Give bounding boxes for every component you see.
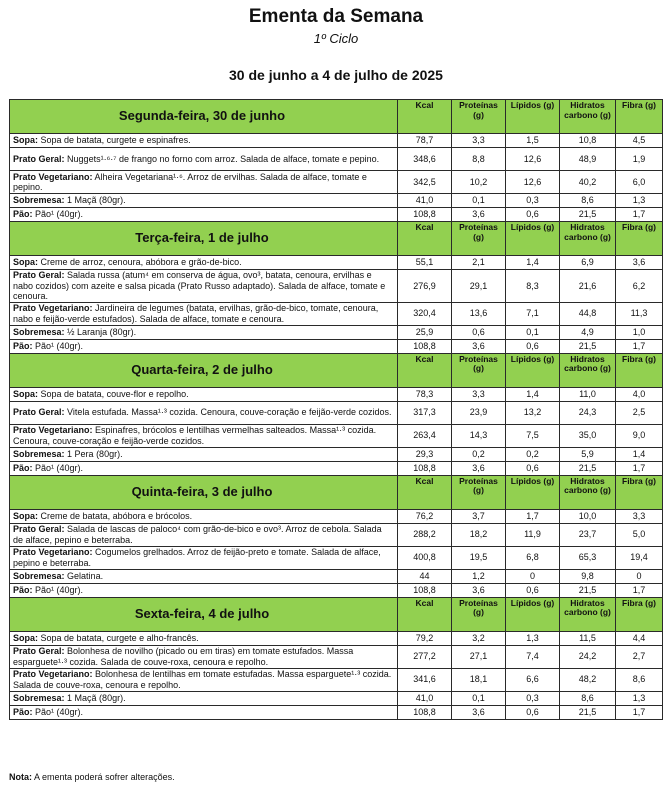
nutrient-value-kcal: 288,2: [398, 523, 452, 546]
nutrient-value-hc: 4,9: [560, 325, 616, 339]
nutrient-value-fib: 19,4: [616, 546, 663, 569]
nutrient-value-kcal: 277,2: [398, 645, 452, 668]
menu-item-text: Creme de batata, abóbora e brócolos.: [40, 510, 193, 521]
nutrient-value-prot: 3,2: [452, 631, 506, 645]
nutrient-value-fib: 1,7: [616, 583, 663, 597]
menu-item-text: Bolonhesa de novilho (picado ou em tiras) em tomate estufados. Massa esparguete¹·³ cozida. Salada de couve-roxa, cenoura e repolho.: [13, 646, 354, 667]
nutrient-value-kcal: 41,0: [398, 194, 452, 208]
nutrient-value-lip: 0,6: [506, 461, 560, 475]
nutrient-value-hc: 21,5: [560, 461, 616, 475]
menu-item-label: Pão:: [13, 340, 33, 351]
menu-item-text: Nuggets¹·⁶·⁷ de frango no forno com arroz. Salada de alface, tomate e pepino.: [67, 153, 380, 164]
menu-item-row: [10, 171, 663, 194]
menu-item-text: Pão¹ (40gr).: [35, 209, 84, 220]
column-header: Fibra (g): [616, 222, 663, 256]
nutrient-value-hc: 24,2: [560, 645, 616, 668]
column-header: Lípidos (g): [506, 597, 560, 631]
column-header: Fibra (g): [616, 475, 663, 509]
nutrient-value-kcal: 342,5: [398, 171, 452, 194]
nutrient-value-lip: 1,3: [506, 631, 560, 645]
menu-item-label: Pão:: [13, 706, 33, 717]
nutrient-value-kcal: 78,7: [398, 134, 452, 148]
nutrient-value-fib: 1,7: [616, 339, 663, 353]
column-header: Hidratos carbono (g): [560, 353, 616, 387]
menu-item-label: Prato Vegetariano:: [13, 669, 93, 679]
menu-item-text: 1 Maçã (80gr).: [67, 195, 126, 206]
column-header: Fibra (g): [616, 353, 663, 387]
day-title: Sexta-feira, 4 de julho: [10, 597, 398, 631]
menu-table: [9, 99, 663, 720]
nutrient-value-fib: 0: [616, 569, 663, 583]
nutrient-value-prot: 3,6: [452, 461, 506, 475]
menu-item-label: Prato Geral:: [13, 524, 65, 534]
column-header: Proteínas (g): [452, 222, 506, 256]
nutrient-value-hc: 44,8: [560, 302, 616, 325]
menu-item-description: [10, 631, 398, 645]
menu-item-row: [10, 424, 663, 447]
menu-item-row: [10, 645, 663, 668]
menu-item-text: Jardineira de legumes (batata, ervilhas, grão-de-bico, tomate, cenoura, nabo e feijão-verde estufados). Salada de alface, tomate e cenoura.: [13, 303, 379, 324]
nutrient-value-prot: 0,2: [452, 447, 506, 461]
menu-item-label: Pão:: [13, 462, 33, 473]
menu-item-text: Pão¹ (40gr).: [35, 706, 84, 717]
nutrient-value-hc: 10,8: [560, 134, 616, 148]
column-header: Proteínas (g): [452, 597, 506, 631]
menu-item-description: [10, 171, 398, 194]
nutrient-value-prot: 0,1: [452, 194, 506, 208]
menu-item-description: [10, 194, 398, 208]
menu-item-text: Sopa de batata, curgete e alho-francês.: [40, 632, 199, 643]
nutrient-value-hc: 48,2: [560, 668, 616, 691]
menu-item-text: 1 Maçã (80gr).: [67, 692, 126, 703]
menu-item-description: [10, 546, 398, 569]
column-header: Proteínas (g): [452, 475, 506, 509]
nutrient-value-hc: 9,8: [560, 569, 616, 583]
column-header: Kcal: [398, 353, 452, 387]
nutrient-value-fib: 2,7: [616, 645, 663, 668]
menu-item-text: Salada russa (atum⁴ em conserva de água, ovo³, batata, cenoura, ervilhas e nabo cozidos) com azeite e salsa picada (Prato Russo adaptado). Salada de alface, tomate e cenoura.: [13, 270, 386, 301]
menu-item-row: [10, 148, 663, 171]
nutrient-value-lip: 1,7: [506, 509, 560, 523]
nutrient-value-kcal: 76,2: [398, 509, 452, 523]
nutrient-value-fib: 1,7: [616, 461, 663, 475]
column-header: Kcal: [398, 475, 452, 509]
column-header: Lípidos (g): [506, 100, 560, 134]
nutrient-value-lip: 0,3: [506, 194, 560, 208]
nutrient-value-fib: 1,3: [616, 691, 663, 705]
day-header-row: [10, 475, 663, 509]
menu-item-text: Sopa de batata, curgete e espinafres.: [40, 135, 191, 146]
note-text: A ementa poderá sofrer alterações.: [34, 772, 175, 782]
menu-item-label: Sobremesa:: [13, 326, 65, 337]
nutrient-value-kcal: 108,8: [398, 339, 452, 353]
nutrient-value-lip: 12,6: [506, 148, 560, 171]
nutrient-value-kcal: 29,3: [398, 447, 452, 461]
nutrient-value-lip: 12,6: [506, 171, 560, 194]
column-header: Proteínas (g): [452, 353, 506, 387]
nutrient-value-hc: 21,5: [560, 583, 616, 597]
nutrient-value-prot: 3,6: [452, 208, 506, 222]
menu-item-label: Prato Geral:: [13, 646, 65, 656]
menu-item-label: Sopa:: [13, 510, 39, 521]
nutrient-value-kcal: 108,8: [398, 583, 452, 597]
nutrient-value-prot: 3,6: [452, 339, 506, 353]
menu-item-description: [10, 705, 398, 719]
nutrient-value-kcal: 44: [398, 569, 452, 583]
nutrient-value-hc: 11,5: [560, 631, 616, 645]
menu-item-row: [10, 256, 663, 270]
menu-item-description: [10, 339, 398, 353]
menu-item-description: [10, 256, 398, 270]
menu-item-label: Pão:: [13, 584, 33, 595]
menu-item-description: [10, 583, 398, 597]
nutrient-value-hc: 8,6: [560, 194, 616, 208]
menu-item-row: [10, 325, 663, 339]
menu-item-description: [10, 270, 398, 303]
nutrient-value-kcal: 108,8: [398, 705, 452, 719]
day-title: Segunda-feira, 30 de junho: [10, 100, 398, 134]
nutrient-value-prot: 3,6: [452, 705, 506, 719]
day-title: Quinta-feira, 3 de julho: [10, 475, 398, 509]
menu-item-label: Prato Geral:: [13, 153, 65, 164]
menu-item-description: [10, 509, 398, 523]
nutrient-value-hc: 21,6: [560, 270, 616, 303]
nutrient-value-kcal: 317,3: [398, 401, 452, 424]
menu-item-description: [10, 387, 398, 401]
menu-item-text: Salada de lascas de paloco⁴ com grão-de-bico e ovo³. Arroz de cebola. Salada de alface, pepino e beterraba.: [13, 524, 382, 545]
menu-item-row: [10, 461, 663, 475]
day-title: Terça-feira, 1 de julho: [10, 222, 398, 256]
column-header: Hidratos carbono (g): [560, 100, 616, 134]
menu-item-row: [10, 134, 663, 148]
note-label: Nota:: [9, 772, 32, 782]
menu-item-text: Creme de arroz, cenoura, abóbora e grão-de-bico.: [40, 257, 242, 268]
menu-item-label: Sobremesa:: [13, 570, 65, 581]
menu-item-text: Pão¹ (40gr).: [35, 340, 84, 351]
nutrient-value-prot: 14,3: [452, 424, 506, 447]
day-title: Quarta-feira, 2 de julho: [10, 353, 398, 387]
menu-item-label: Sobremesa:: [13, 448, 65, 459]
menu-item-description: [10, 668, 398, 691]
nutrient-value-kcal: 79,2: [398, 631, 452, 645]
column-header: Hidratos carbono (g): [560, 475, 616, 509]
menu-item-row: [10, 208, 663, 222]
nutrient-value-fib: 11,3: [616, 302, 663, 325]
page-title: Ementa da Semana: [248, 6, 424, 27]
nutrient-value-hc: 21,5: [560, 705, 616, 719]
nutrient-value-lip: 0,3: [506, 691, 560, 705]
nutrient-value-prot: 2,1: [452, 256, 506, 270]
menu-item-row: [10, 631, 663, 645]
column-header: Hidratos carbono (g): [560, 597, 616, 631]
nutrient-value-prot: 0,6: [452, 325, 506, 339]
menu-item-row: [10, 270, 663, 303]
nutrient-value-fib: 1,3: [616, 194, 663, 208]
menu-item-text: Vitela estufada. Massa¹·³ cozida. Cenoura, couve-coração e feijão-verde cozidos.: [67, 407, 392, 418]
nutrient-value-kcal: 348,6: [398, 148, 452, 171]
nutrient-value-prot: 3,7: [452, 509, 506, 523]
nutrient-value-prot: 23,9: [452, 401, 506, 424]
nutrient-value-lip: 6,8: [506, 546, 560, 569]
menu-item-description: [10, 645, 398, 668]
nutrient-value-fib: 1,7: [616, 705, 663, 719]
nutrient-value-fib: 3,3: [616, 509, 663, 523]
nutrient-value-lip: 0,6: [506, 339, 560, 353]
column-header: Kcal: [398, 100, 452, 134]
menu-item-description: [10, 447, 398, 461]
column-header: Fibra (g): [616, 100, 663, 134]
nutrient-value-prot: 18,2: [452, 523, 506, 546]
nutrient-value-prot: 3,6: [452, 583, 506, 597]
menu-item-row: [10, 523, 663, 546]
menu-item-label: Prato Geral:: [13, 407, 65, 418]
menu-item-label: Prato Vegetariano:: [13, 303, 93, 313]
nutrient-value-fib: 4,5: [616, 134, 663, 148]
nutrient-value-fib: 1,9: [616, 148, 663, 171]
menu-item-label: Pão:: [13, 209, 33, 220]
date-range: 30 de junho a 4 de julho de 2025: [229, 67, 443, 83]
menu-item-row: [10, 546, 663, 569]
nutrient-value-hc: 8,6: [560, 691, 616, 705]
menu-item-label: Sopa:: [13, 632, 39, 643]
nutrient-value-prot: 3,3: [452, 134, 506, 148]
nutrient-value-lip: 1,4: [506, 256, 560, 270]
nutrient-value-hc: 21,5: [560, 339, 616, 353]
nutrient-value-prot: 1,2: [452, 569, 506, 583]
menu-item-text: Espinafres, brócolos e lentilhas vermelhas salteados. Massa¹·³ cozida. Cenoura, couve-coração e feijão-verde cozidos.: [13, 425, 377, 446]
column-header: Kcal: [398, 597, 452, 631]
nutrient-value-kcal: 400,8: [398, 546, 452, 569]
nutrient-value-fib: 6,0: [616, 171, 663, 194]
menu-item-label: Prato Vegetariano:: [13, 547, 93, 557]
column-header: Kcal: [398, 222, 452, 256]
column-header: Hidratos carbono (g): [560, 222, 616, 256]
nutrient-value-hc: 40,2: [560, 171, 616, 194]
menu-item-description: [10, 208, 398, 222]
menu-item-label: Prato Vegetariano:: [13, 425, 93, 435]
nutrient-value-kcal: 263,4: [398, 424, 452, 447]
menu-item-description: [10, 523, 398, 546]
nutrient-value-fib: 4,4: [616, 631, 663, 645]
menu-item-text: Alheira Vegetariana¹·⁶. Arroz de ervilhas. Salada de alface, tomate e pepino.: [13, 171, 367, 192]
nutrient-value-hc: 24,3: [560, 401, 616, 424]
menu-item-row: [10, 401, 663, 424]
menu-item-row: [10, 387, 663, 401]
menu-item-row: [10, 339, 663, 353]
menu-item-label: Prato Geral:: [13, 270, 65, 280]
nutrient-value-lip: 1,4: [506, 387, 560, 401]
menu-item-row: [10, 302, 663, 325]
nutrient-value-hc: 23,7: [560, 523, 616, 546]
nutrient-value-kcal: 108,8: [398, 208, 452, 222]
nutrient-value-hc: 6,9: [560, 256, 616, 270]
nutrient-value-lip: 0,6: [506, 208, 560, 222]
day-header-row: [10, 353, 663, 387]
nutrient-value-fib: 1,4: [616, 447, 663, 461]
menu-item-description: [10, 424, 398, 447]
nutrient-value-lip: 13,2: [506, 401, 560, 424]
nutrient-value-prot: 3,3: [452, 387, 506, 401]
menu-item-row: [10, 447, 663, 461]
nutrient-value-fib: 4,0: [616, 387, 663, 401]
menu-item-row: [10, 705, 663, 719]
day-header-row: [10, 222, 663, 256]
menu-item-text: Sopa de batata, couve-flor e repolho.: [40, 388, 189, 399]
nutrient-value-lip: 11,9: [506, 523, 560, 546]
nutrient-value-hc: 48,9: [560, 148, 616, 171]
column-header: Lípidos (g): [506, 353, 560, 387]
footer-note: [9, 772, 175, 782]
nutrient-value-lip: 0,1: [506, 325, 560, 339]
nutrient-value-lip: 8,3: [506, 270, 560, 303]
menu-item-label: Sopa:: [13, 135, 39, 146]
nutrient-value-prot: 29,1: [452, 270, 506, 303]
menu-item-label: Prato Vegetariano:: [13, 171, 93, 182]
column-header: Lípidos (g): [506, 475, 560, 509]
menu-item-description: [10, 401, 398, 424]
nutrient-value-prot: 0,1: [452, 691, 506, 705]
menu-item-description: [10, 325, 398, 339]
nutrient-value-prot: 19,5: [452, 546, 506, 569]
nutrient-value-hc: 10,0: [560, 509, 616, 523]
nutrient-value-hc: 65,3: [560, 546, 616, 569]
menu-item-description: [10, 569, 398, 583]
nutrient-value-hc: 11,0: [560, 387, 616, 401]
menu-item-label: Sobremesa:: [13, 195, 65, 206]
nutrient-value-kcal: 276,9: [398, 270, 452, 303]
nutrient-value-hc: 5,9: [560, 447, 616, 461]
page-subtitle: 1º Ciclo: [313, 31, 359, 46]
menu-item-label: Sopa:: [13, 388, 39, 399]
nutrient-value-kcal: 78,3: [398, 387, 452, 401]
nutrient-value-lip: 0,2: [506, 447, 560, 461]
nutrient-value-lip: 7,4: [506, 645, 560, 668]
nutrient-value-prot: 18,1: [452, 668, 506, 691]
menu-item-text: 1 Pera (80gr).: [67, 448, 123, 459]
menu-item-text: Bolonhesa de lentilhas em tomate estufadas. Massa esparguete¹·³ cozida. Salada de couve-roxa, cenoura e repolho.: [13, 669, 392, 690]
nutrient-value-fib: 8,6: [616, 668, 663, 691]
menu-item-description: [10, 691, 398, 705]
column-header: Proteínas (g): [452, 100, 506, 134]
menu-item-description: [10, 148, 398, 171]
nutrient-value-fib: 1,7: [616, 208, 663, 222]
menu-item-description: [10, 302, 398, 325]
nutrient-value-prot: 8,8: [452, 148, 506, 171]
nutrient-value-prot: 10,2: [452, 171, 506, 194]
nutrient-value-fib: 2,5: [616, 401, 663, 424]
nutrient-value-kcal: 320,4: [398, 302, 452, 325]
day-header-row: [10, 597, 663, 631]
nutrient-value-fib: 3,6: [616, 256, 663, 270]
menu-item-row: [10, 509, 663, 523]
menu-item-text: ½ Laranja (80gr).: [67, 326, 137, 337]
menu-item-row: [10, 668, 663, 691]
nutrient-value-lip: 7,1: [506, 302, 560, 325]
nutrient-value-lip: 0,6: [506, 583, 560, 597]
menu-item-label: Sopa:: [13, 257, 39, 268]
menu-item-description: [10, 134, 398, 148]
menu-item-text: Pão¹ (40gr).: [35, 584, 84, 595]
nutrient-value-kcal: 55,1: [398, 256, 452, 270]
nutrient-value-prot: 27,1: [452, 645, 506, 668]
column-header: Fibra (g): [616, 597, 663, 631]
menu-item-row: [10, 569, 663, 583]
nutrient-value-fib: 6,2: [616, 270, 663, 303]
nutrient-value-kcal: 341,6: [398, 668, 452, 691]
nutrient-value-fib: 5,0: [616, 523, 663, 546]
day-header-row: [10, 100, 663, 134]
nutrient-value-fib: 9,0: [616, 424, 663, 447]
column-header: Lípidos (g): [506, 222, 560, 256]
nutrient-value-kcal: 25,9: [398, 325, 452, 339]
menu-item-text: Gelatina.: [67, 570, 104, 581]
menu-item-text: Cogumelos grelhados. Arroz de feijão-preto e tomate. Salada de alface, pepino e beterraba.: [13, 547, 381, 568]
nutrient-value-kcal: 108,8: [398, 461, 452, 475]
nutrient-value-lip: 1,5: [506, 134, 560, 148]
nutrient-value-lip: 0: [506, 569, 560, 583]
nutrient-value-lip: 7,5: [506, 424, 560, 447]
menu-item-label: Sobremesa:: [13, 692, 65, 703]
nutrient-value-lip: 0,6: [506, 705, 560, 719]
nutrient-value-lip: 6,6: [506, 668, 560, 691]
nutrient-value-kcal: 41,0: [398, 691, 452, 705]
menu-item-description: [10, 461, 398, 475]
nutrient-value-prot: 13,6: [452, 302, 506, 325]
menu-item-row: [10, 691, 663, 705]
menu-item-text: Pão¹ (40gr).: [35, 462, 84, 473]
nutrient-value-fib: 1,0: [616, 325, 663, 339]
menu-item-row: [10, 194, 663, 208]
nutrient-value-hc: 35,0: [560, 424, 616, 447]
menu-item-row: [10, 583, 663, 597]
nutrient-value-hc: 21,5: [560, 208, 616, 222]
